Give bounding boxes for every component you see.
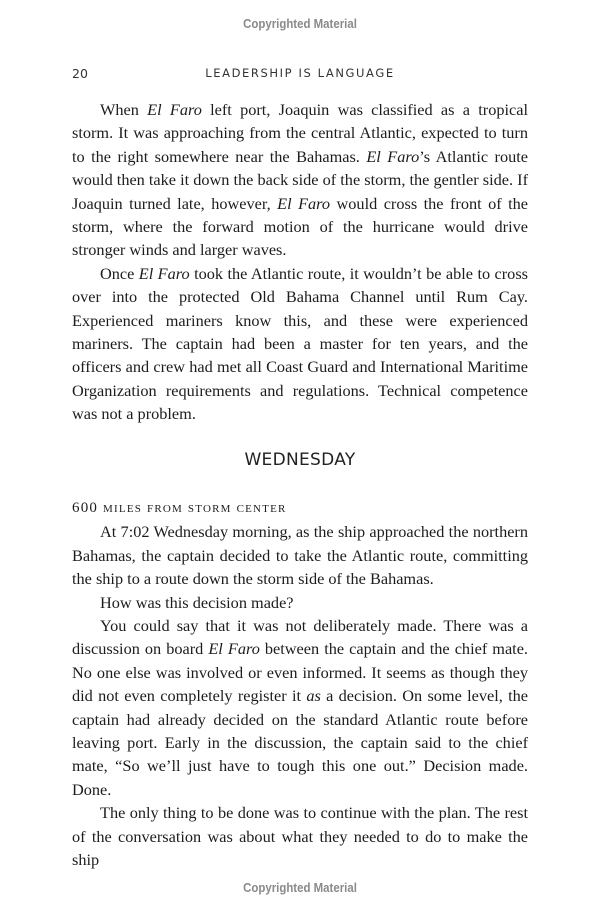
text-run: You could say that it was not deliberately made. There was a discussion on board xyxy=(72,616,528,659)
text-run: When xyxy=(100,100,148,119)
italic-ship-name: El Faro xyxy=(208,639,260,659)
paragraph xyxy=(72,614,528,801)
text-run: between the captain and the chief mate. No one else was involved or even informed. It seems as though they did not even completely register it xyxy=(72,639,529,706)
italic-ship-name: El Faro xyxy=(138,263,190,283)
body-section-1 xyxy=(72,98,528,426)
running-head xyxy=(72,66,528,86)
section-heading: WEDNESDAY xyxy=(244,450,356,470)
italic-ship-name: El Faro xyxy=(366,146,420,166)
paragraph xyxy=(72,262,528,426)
page-number: 20 xyxy=(72,66,88,81)
copyright-watermark-bottom: Copyrighted Material xyxy=(243,880,357,895)
text-run: a decision. On some level, the captain had already decided on the standard Atlantic route before leaving port. Early in the discussion, the captain said to the chief mate, “So we’ll just have to tough this one out.” Decision made. Done. xyxy=(72,686,529,799)
italic-ship-name: El Faro xyxy=(147,100,202,119)
copyright-watermark-top: Copyrighted Material xyxy=(243,16,357,31)
text-run: would cross the front of the storm, where the forward motion of the hurricane would drive stronger winds and larger waves. xyxy=(72,193,529,260)
book-title: LEADERSHIP IS LANGUAGE xyxy=(205,66,395,80)
text-run: ’s Atlantic route would then take it down the back side of the storm, the gentler side. If Joaquin turned late, however, xyxy=(72,146,528,213)
italic-ship-name: El Faro xyxy=(277,193,331,213)
paragraph xyxy=(72,98,528,262)
text-run: took the Atlantic route, it wouldn’t be able to cross over into the protected Old Bahama Channel until Rum Cay. Experienced mariners know this, and these were experienced mariners. The captain had been a master for ten years, and the officers and crew had met all Coast Guard and International Maritime Organization requirements and regulations. Technical competence was not a problem. xyxy=(72,263,528,424)
body-section-2 xyxy=(72,497,528,872)
paragraph: The only thing to be done was to continue with the plan. The rest of the conversation was about what they needed to do to make the ship xyxy=(72,803,528,870)
paragraph: How was this decision made? xyxy=(100,592,294,612)
paragraph: At 7:02 Wednesday morning, as the ship approached the northern Bahamas, the captain decided to take the Atlantic route, committing the ship to a route down the storm side of the Bahamas. xyxy=(72,522,528,589)
italic-emphasis: as xyxy=(306,686,321,706)
text-run: left port, Joaquin was classified as a tropical storm. It was approaching from the central Atlantic, expected to turn to the right somewhere near the Bahamas. xyxy=(72,100,528,166)
subheading-distance: 600 miles from storm center xyxy=(72,500,287,516)
text-run: Once xyxy=(100,263,139,283)
